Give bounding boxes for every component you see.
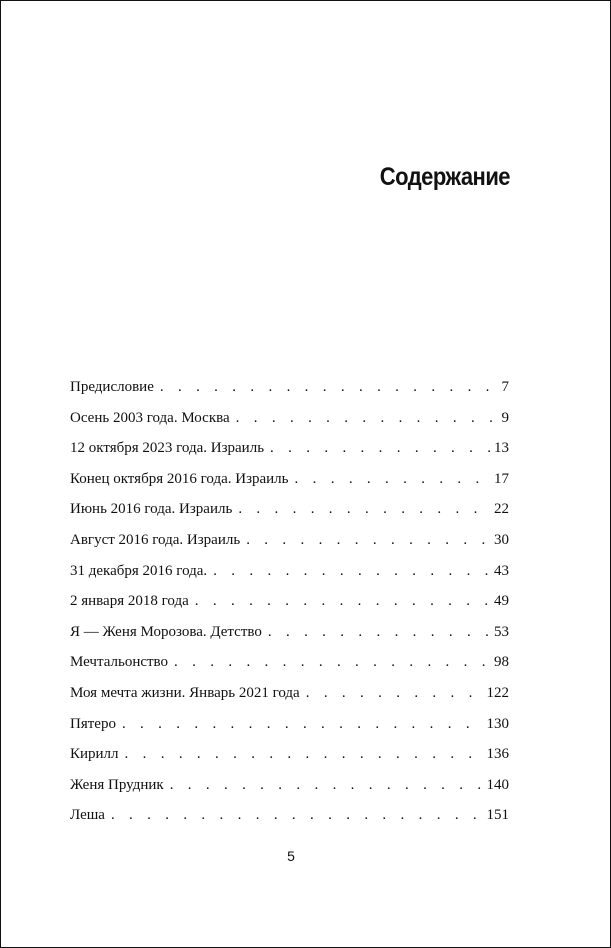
toc-entry-title: Я — Женя Морозова. Детство bbox=[70, 623, 262, 640]
toc-entry[interactable] bbox=[70, 501, 509, 532]
toc-entry-page: 136 bbox=[486, 746, 509, 763]
toc-entry[interactable] bbox=[70, 654, 509, 685]
toc-entry-page: 22 bbox=[494, 501, 509, 518]
dot-leader bbox=[268, 624, 492, 641]
toc-entry[interactable] bbox=[70, 440, 509, 471]
toc-entry[interactable] bbox=[70, 624, 509, 655]
toc-entry-title: 31 декабря 2016 года. bbox=[70, 562, 208, 579]
toc-entry-page: 9 bbox=[501, 409, 509, 426]
dot-leader bbox=[246, 532, 492, 549]
toc-entry-page: 13 bbox=[494, 440, 509, 457]
dot-leader bbox=[160, 379, 500, 396]
dot-leader bbox=[122, 716, 485, 733]
dot-leader bbox=[306, 685, 485, 702]
toc-entry-title: Женя Прудник bbox=[70, 776, 164, 793]
toc-entry-page: 7 bbox=[501, 379, 509, 395]
toc-entry[interactable] bbox=[70, 532, 509, 563]
toc-entry[interactable] bbox=[70, 471, 509, 502]
toc-entry[interactable] bbox=[70, 593, 509, 624]
toc-entry[interactable] bbox=[70, 410, 509, 441]
dot-leader bbox=[238, 501, 492, 518]
toc-entry-page: 17 bbox=[494, 470, 509, 487]
page-number: 5 bbox=[287, 848, 295, 864]
toc-entry-page: 43 bbox=[494, 562, 509, 579]
toc-entry-page: 151 bbox=[486, 807, 509, 824]
toc-entry-title: Июнь 2016 года. Израиль bbox=[70, 501, 233, 518]
toc-entry-page: 130 bbox=[486, 715, 509, 732]
toc-entry-page: 98 bbox=[494, 654, 509, 671]
dot-leader bbox=[125, 746, 485, 763]
toc-entry-title: Август 2016 года. Израиль bbox=[70, 531, 241, 548]
toc-entry-title: Конец октября 2016 года. Израиль bbox=[70, 470, 289, 487]
toc-entry-page: 49 bbox=[494, 593, 509, 610]
toc-entry-title: 2 января 2018 года bbox=[70, 593, 189, 610]
toc-entry-title: Моя мечта жизни. Январь 2021 года bbox=[70, 684, 300, 701]
dot-leader bbox=[111, 807, 485, 824]
toc-entry-title: Осень 2003 года. Москва bbox=[70, 409, 230, 426]
dot-leader bbox=[270, 440, 492, 457]
toc-entry[interactable] bbox=[70, 563, 509, 594]
toc-entry-title: Предисловие bbox=[70, 379, 154, 395]
toc-entry[interactable] bbox=[70, 716, 509, 747]
toc-entry[interactable] bbox=[70, 685, 509, 716]
page-title: Содержание bbox=[379, 163, 510, 191]
dot-leader bbox=[170, 777, 485, 794]
toc-entry-page: 53 bbox=[494, 623, 509, 640]
toc-entry[interactable] bbox=[70, 807, 509, 838]
toc-entry-title: Мечтальонство bbox=[70, 654, 169, 671]
toc-entry-page: 122 bbox=[486, 684, 509, 701]
toc-entry-page: 30 bbox=[494, 531, 509, 548]
dot-leader bbox=[213, 563, 492, 580]
toc-entry-title: Пятеро bbox=[70, 715, 116, 732]
dot-leader bbox=[174, 654, 492, 671]
toc-entry-page: 140 bbox=[486, 776, 509, 793]
toc-entry-title: Леша bbox=[70, 807, 105, 824]
toc-entry[interactable] bbox=[70, 777, 509, 808]
dot-leader bbox=[195, 593, 492, 610]
table-of-contents bbox=[70, 379, 509, 838]
toc-entry-title: 12 октября 2023 года. Израиль bbox=[70, 440, 265, 457]
dot-leader bbox=[236, 410, 500, 427]
dot-leader bbox=[295, 471, 492, 488]
toc-entry[interactable] bbox=[70, 746, 509, 777]
toc-entry[interactable] bbox=[70, 379, 509, 410]
toc-entry-title: Кирилл bbox=[70, 746, 119, 763]
